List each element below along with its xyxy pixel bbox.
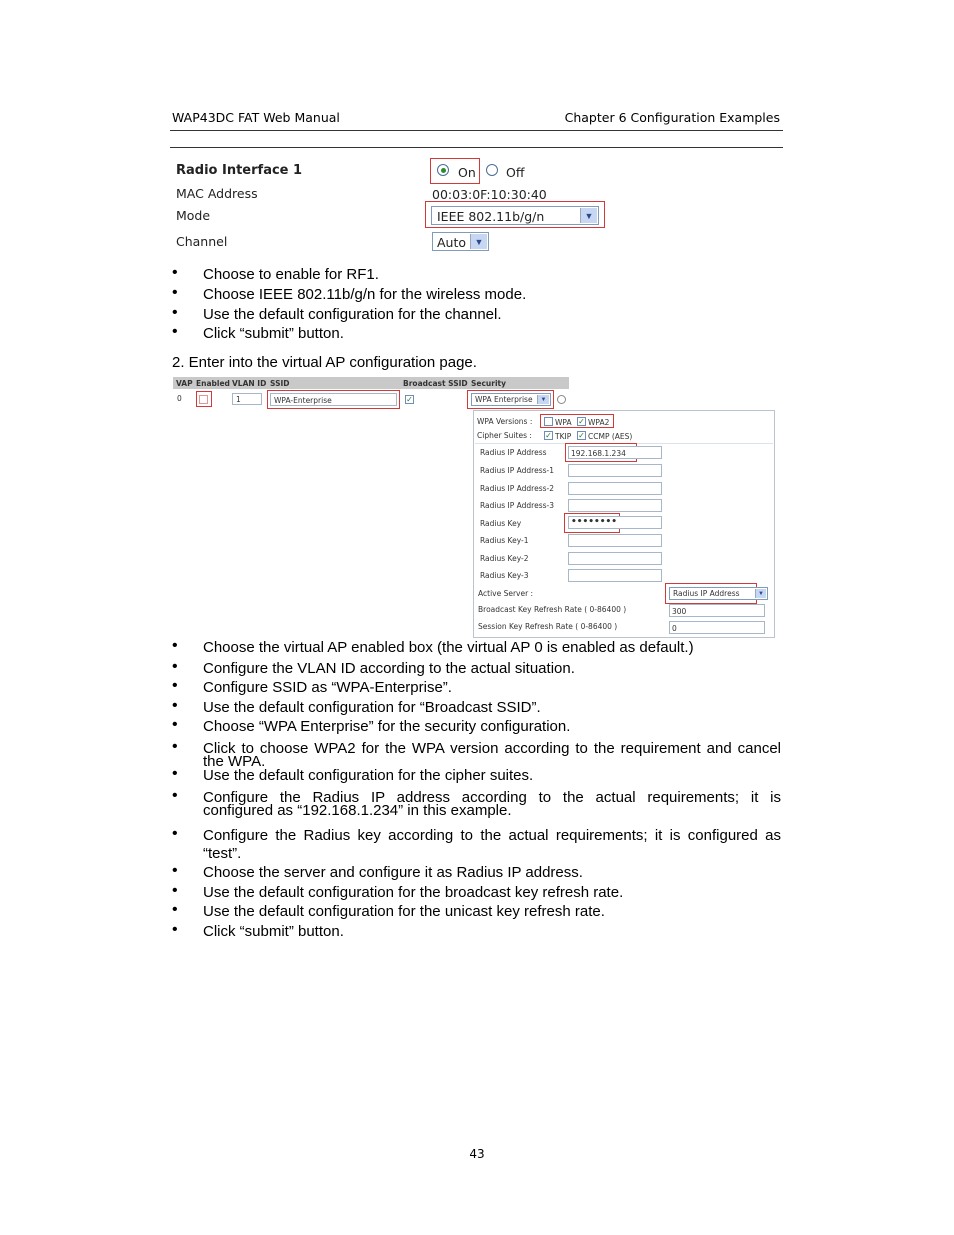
col-broadcast-ssid: Broadcast SSID	[403, 379, 468, 388]
radius-key-3-input[interactable]	[568, 569, 662, 582]
security-select-value: WPA Enterprise	[475, 395, 533, 404]
radius-key-1-input[interactable]	[568, 534, 662, 547]
mode-select[interactable]	[431, 206, 599, 225]
wpa-versions-label: WPA Versions :	[477, 417, 533, 426]
mode-select-value: IEEE 802.11b/g/n	[437, 209, 545, 224]
radius-ip-1-input[interactable]	[568, 464, 662, 477]
radio-interface-title: Radio Interface 1	[176, 163, 303, 178]
mode-label: Mode	[176, 208, 211, 223]
wpa-checkbox[interactable]	[544, 417, 553, 426]
on-label: On	[458, 165, 476, 180]
chevron-down-icon: ▼	[755, 589, 766, 598]
header-title: WAP43DC FAT Web Manual	[172, 110, 340, 125]
vlan-id-input[interactable]	[232, 393, 262, 405]
channel-label: Channel	[176, 234, 228, 249]
vap-enabled-checkbox[interactable]	[199, 395, 208, 404]
radius-ip-value: 192.168.1.234	[571, 449, 626, 458]
radius-key-label: Radius Key	[480, 519, 522, 528]
radius-key-2-input[interactable]	[568, 552, 662, 565]
page-number: 43	[469, 1147, 485, 1161]
radius-ip-3-input[interactable]	[568, 499, 662, 512]
active-server-label: Active Server :	[478, 589, 534, 598]
off-radio[interactable]	[486, 164, 498, 176]
col-ssid: SSID	[270, 379, 290, 388]
mac-address-label: MAC Address	[176, 186, 258, 201]
vap-index: 0	[177, 394, 182, 403]
radius-ip-label: Radius IP Address	[480, 448, 547, 457]
broadcast-key-refresh-value: 300	[672, 607, 687, 616]
broadcast-key-refresh-input[interactable]	[669, 604, 765, 617]
chevron-down-icon: ▼	[537, 395, 549, 404]
broadcast-ssid-checkbox[interactable]: ✓	[406, 395, 413, 404]
col-enabled: Enabled	[196, 379, 230, 388]
step-2-text: 2. Enter into the virtual AP configuration page.	[172, 354, 477, 371]
panel-top-rule	[170, 147, 783, 148]
ssid-input[interactable]	[270, 393, 397, 406]
cipher-suites-label: Cipher Suites :	[477, 431, 532, 440]
broadcast-key-refresh-label: Broadcast Key Refresh Rate ( 0-86400 )	[478, 605, 627, 614]
session-key-refresh-input[interactable]	[669, 621, 765, 634]
wpa2-checkbox[interactable]: ✓	[578, 417, 585, 426]
header-chapter: Chapter 6 Configuration Examples	[564, 110, 780, 125]
radius-ip-2-label: Radius IP Address-2	[480, 484, 554, 493]
radius-key-2-label: Radius Key-2	[480, 554, 529, 563]
radius-key-1-label: Radius Key-1	[480, 536, 529, 545]
session-key-refresh-value: 0	[672, 624, 677, 633]
tkip-checkbox[interactable]: ✓	[545, 431, 552, 440]
active-server-select[interactable]	[669, 587, 768, 600]
radius-ip-3-label: Radius IP Address-3	[480, 501, 554, 510]
session-key-refresh-label: Session Key Refresh Rate ( 0-86400 )	[478, 622, 618, 631]
ssid-value: WPA-Enterprise	[274, 396, 332, 405]
wpa-label: WPA	[555, 418, 572, 427]
radius-ip-input[interactable]	[568, 446, 662, 459]
off-label: Off	[506, 165, 525, 180]
ccmp-checkbox[interactable]: ✓	[578, 431, 585, 440]
on-radio[interactable]	[437, 164, 449, 176]
security-select[interactable]	[471, 393, 551, 406]
radius-key-input[interactable]	[568, 516, 662, 529]
col-security: Security	[471, 379, 507, 388]
wpa2-label: WPA2	[588, 418, 610, 427]
channel-select-value: Auto	[437, 235, 467, 250]
radius-ip-2-input[interactable]	[568, 482, 662, 495]
tkip-label: TKIP	[555, 432, 572, 441]
col-vlan-id: VLAN ID	[232, 379, 267, 388]
header-rule	[170, 130, 783, 131]
active-server-value: Radius IP Address	[673, 589, 740, 598]
col-vap: VAP	[176, 379, 193, 388]
channel-select[interactable]	[432, 232, 489, 251]
radius-ip-1-label: Radius IP Address-1	[480, 466, 554, 475]
collapse-icon[interactable]	[557, 395, 566, 404]
ccmp-label: CCMP (AES)	[588, 432, 633, 441]
vlan-id-value: 1	[236, 395, 241, 404]
radius-key-value: ••••••••	[571, 517, 618, 527]
chevron-down-icon: ▼	[580, 208, 597, 223]
mac-address-value: 00:03:0F:10:30:40	[432, 187, 547, 202]
chevron-down-icon: ▼	[470, 234, 487, 249]
radius-key-3-label: Radius Key-3	[480, 571, 529, 580]
